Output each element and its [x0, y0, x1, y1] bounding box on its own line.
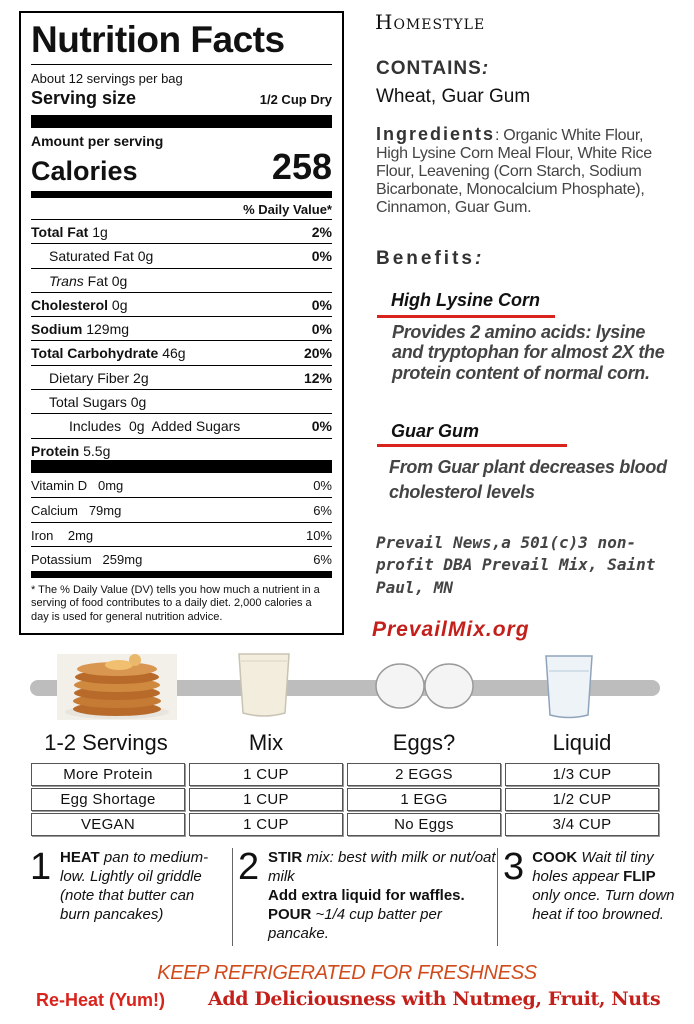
step-number: 2: [238, 846, 260, 888]
ingredients-text: : Organic White Flour, High Lysine Corn Meal Flour, White Rice Flour, Leavening (Corn Starch, Sodium Bicarbonate, Monocalcium Phosphate), Cinnamon, Guar Gum.: [376, 127, 652, 216]
nutrient-prefix: Includes: [69, 418, 122, 435]
table-cell: 1 CUP: [189, 788, 343, 811]
refrigerate-notice: KEEP REFRIGERATED FOR FRESHNESS: [157, 962, 537, 984]
vitamin-amount: 2mg: [67, 527, 94, 543]
table-cell: Egg Shortage: [31, 788, 185, 811]
divider: [31, 64, 332, 65]
nutrient-amount: 0g: [130, 394, 147, 411]
benefit-text: From Guar plant decreases blood cholesterol levels: [389, 457, 667, 503]
medium-divider: [31, 191, 332, 198]
step-verb: COOK: [532, 849, 578, 866]
amount-per-serving: Amount per serving: [31, 133, 164, 149]
ingredients-heading: Ingredients: [376, 124, 496, 144]
table-cell: No Eggs: [347, 813, 501, 836]
daily-value-header: % Daily Value*: [243, 202, 332, 217]
step-text: [268, 848, 496, 943]
website-link[interactable]: PrevailMix.org: [372, 618, 530, 641]
nutrient-amount: 0g: [128, 418, 145, 435]
step-3: [503, 848, 683, 924]
step-separator: [232, 848, 233, 946]
calories-row: [31, 146, 332, 187]
nutrient-label: Total Sugars: [49, 394, 127, 411]
serving-size-label: Serving size: [31, 88, 137, 108]
nutrient-label-italic: Trans: [49, 272, 84, 289]
step-text: [60, 848, 228, 924]
milk-glass-image: [235, 651, 293, 719]
nutrition-title: Nutrition Facts: [31, 19, 285, 60]
nutrient-row-total-fat: [31, 219, 332, 243]
reheat-note: Re-Heat (Yum!): [36, 990, 166, 1010]
table-cell: 1 CUP: [189, 813, 343, 836]
table-header: 1-2 Servings: [44, 730, 168, 755]
step-verb: POUR: [268, 906, 312, 924]
table-cell: 3/4 CUP: [505, 813, 659, 836]
nutrition-facts-panel: [19, 11, 344, 635]
table-cell: 1/3 CUP: [505, 763, 659, 786]
step-detail: ~1/4 cup batter per pancake.: [268, 906, 442, 943]
nutrient-label: Total Fat: [31, 224, 89, 240]
vitamin-amount: 79mg: [88, 503, 122, 519]
step-2: [238, 848, 496, 943]
table-cell: 2 EGGS: [347, 763, 501, 786]
table-cell: VEGAN: [31, 813, 185, 836]
nutrient-label: Cholesterol: [31, 296, 109, 313]
step-verb: FLIP: [623, 868, 656, 886]
homestyle-label: Homestyle: [375, 10, 486, 34]
nutrient-pct: 0%: [311, 296, 332, 313]
nutrient-amount: 5.5g: [83, 442, 111, 459]
organization-info: Prevail News,a 501(c)3 non-profit DBA Prevail Mix, Saint Paul, MN: [376, 533, 656, 597]
nutrient-amount: 0g: [137, 248, 154, 265]
nutrient-amount: 2g: [133, 369, 149, 386]
benefit-text: Provides 2 amino acids: lysine and tryptophan for almost 2X the protein content of normal corn.: [392, 322, 665, 383]
vitamin-row: [31, 522, 332, 547]
benefits-colon: :: [474, 248, 485, 269]
step-verb: STIR: [268, 849, 303, 866]
vitamin-pct: 10%: [305, 527, 332, 543]
nutrient-label: Fat: [87, 272, 108, 289]
nutrient-label: Protein: [31, 442, 80, 459]
nutrient-label: Sodium: [31, 321, 83, 338]
calories-value: 258: [271, 146, 332, 187]
add-ins-note: Add Deliciousness with Nutmeg, Fruit, Nuts: [208, 988, 661, 1010]
step-number: 1: [30, 846, 52, 888]
red-underline: [377, 444, 567, 447]
nutrient-amount: 129mg: [86, 321, 130, 338]
thick-divider: [31, 115, 332, 128]
serving-size-value: 1/2 Cup Dry: [259, 92, 332, 107]
step-detail: pan to medium-low. Lightly oil griddle (note that butter can burn pancakes): [60, 849, 209, 924]
step-1: [30, 848, 230, 924]
nutrient-row-dietary-fiber: [31, 365, 332, 389]
servings-per-container: About 12 servings per bag: [31, 71, 183, 86]
contains-heading-text: CONTAINS: [376, 58, 482, 79]
vitamin-label: Potassium: [31, 552, 92, 568]
nutrient-amount: 1g: [92, 224, 108, 240]
vitamin-pct: 0%: [313, 477, 332, 493]
footnote: * The % Daily Value (DV) tells you how much a nutrient in a serving of food contributes to a daily diet. 2,000 calories a day is used for general nutrition advice.: [31, 583, 320, 624]
calories-label: Calories: [31, 156, 138, 186]
thick-divider: [31, 460, 332, 473]
nutrient-label: Saturated Fat: [49, 248, 134, 265]
nutrient-row-added-sugars: [31, 413, 332, 437]
table-cell: 1/2 CUP: [505, 788, 659, 811]
vitamin-row: [31, 497, 332, 522]
step-text: [532, 848, 683, 924]
nutrient-row-saturated-fat: [31, 243, 332, 267]
nutrient-row-protein: [31, 438, 332, 460]
table-cell: More Protein: [31, 763, 185, 786]
benefit-title: Guar Gum: [391, 421, 480, 441]
red-underline: [377, 315, 555, 318]
nutrient-pct: 0%: [311, 418, 332, 435]
medium-divider: [31, 571, 332, 578]
benefits-heading-text: Benefits: [376, 248, 475, 269]
ingredients-block: [376, 124, 666, 217]
nutrient-row-cholesterol: [31, 292, 332, 316]
nutrient-pct: 20%: [303, 345, 332, 362]
vitamin-label: Calcium: [31, 503, 78, 519]
nutrient-amount: 0g: [111, 272, 128, 289]
vitamin-label: Vitamin D: [31, 477, 88, 493]
step-detail: only once. Turn down heat if too browned.: [532, 887, 675, 924]
water-glass-image: [543, 653, 595, 720]
step-separator: [497, 848, 498, 946]
vitamin-pct: 6%: [313, 552, 332, 568]
vitamin-pct: 6%: [313, 503, 332, 519]
step-verb: HEAT: [60, 849, 100, 866]
contains-heading: [376, 58, 489, 80]
benefit-title: High Lysine Corn: [391, 290, 541, 310]
vitamin-amount: 0mg: [97, 477, 124, 493]
table-header: Liquid: [552, 730, 612, 755]
nutrient-amount: 0g: [111, 296, 128, 313]
contains-colon: :: [481, 58, 490, 79]
step-number: 3: [503, 846, 525, 888]
nutrient-row-total-carbohydrate: [31, 340, 332, 364]
table-cell: 1 CUP: [189, 763, 343, 786]
table-header: Mix: [248, 730, 284, 755]
table-cell: 1 EGG: [347, 788, 501, 811]
nutrient-label: Added Sugars: [151, 418, 241, 435]
eggs-image: [375, 663, 475, 709]
table-header: Eggs?: [392, 730, 456, 755]
nutrient-label: Total Carbohydrate: [31, 345, 159, 362]
step-note: Add extra liquid for waffles.: [268, 887, 465, 905]
vitamin-row: [31, 546, 332, 571]
step-detail: Wait til tiny holes appear: [532, 849, 654, 886]
vitamin-list: [31, 473, 332, 571]
nutrient-row-total-sugars: [31, 389, 332, 413]
nutrient-pct: 0%: [311, 248, 332, 265]
nutrient-pct: 12%: [303, 369, 332, 386]
vitamin-amount: 259mg: [102, 552, 143, 568]
step-detail: mix: best with milk or nut/oat milk: [268, 849, 496, 886]
nutrient-pct: 2%: [311, 224, 332, 240]
pancake-stack-image: [57, 654, 177, 720]
benefits-heading: [376, 248, 484, 270]
vitamin-label: Iron: [31, 527, 54, 543]
nutrient-pct: 0%: [311, 321, 332, 338]
nutrient-row-trans-fat: [31, 268, 332, 292]
nutrient-amount: 46g: [162, 345, 186, 362]
nutrient-row-sodium: [31, 316, 332, 340]
serving-size-row: [31, 88, 332, 109]
vitamin-row: [31, 473, 332, 498]
nutrient-label: Dietary Fiber: [49, 369, 130, 386]
contains-value: Wheat, Guar Gum: [376, 86, 531, 107]
